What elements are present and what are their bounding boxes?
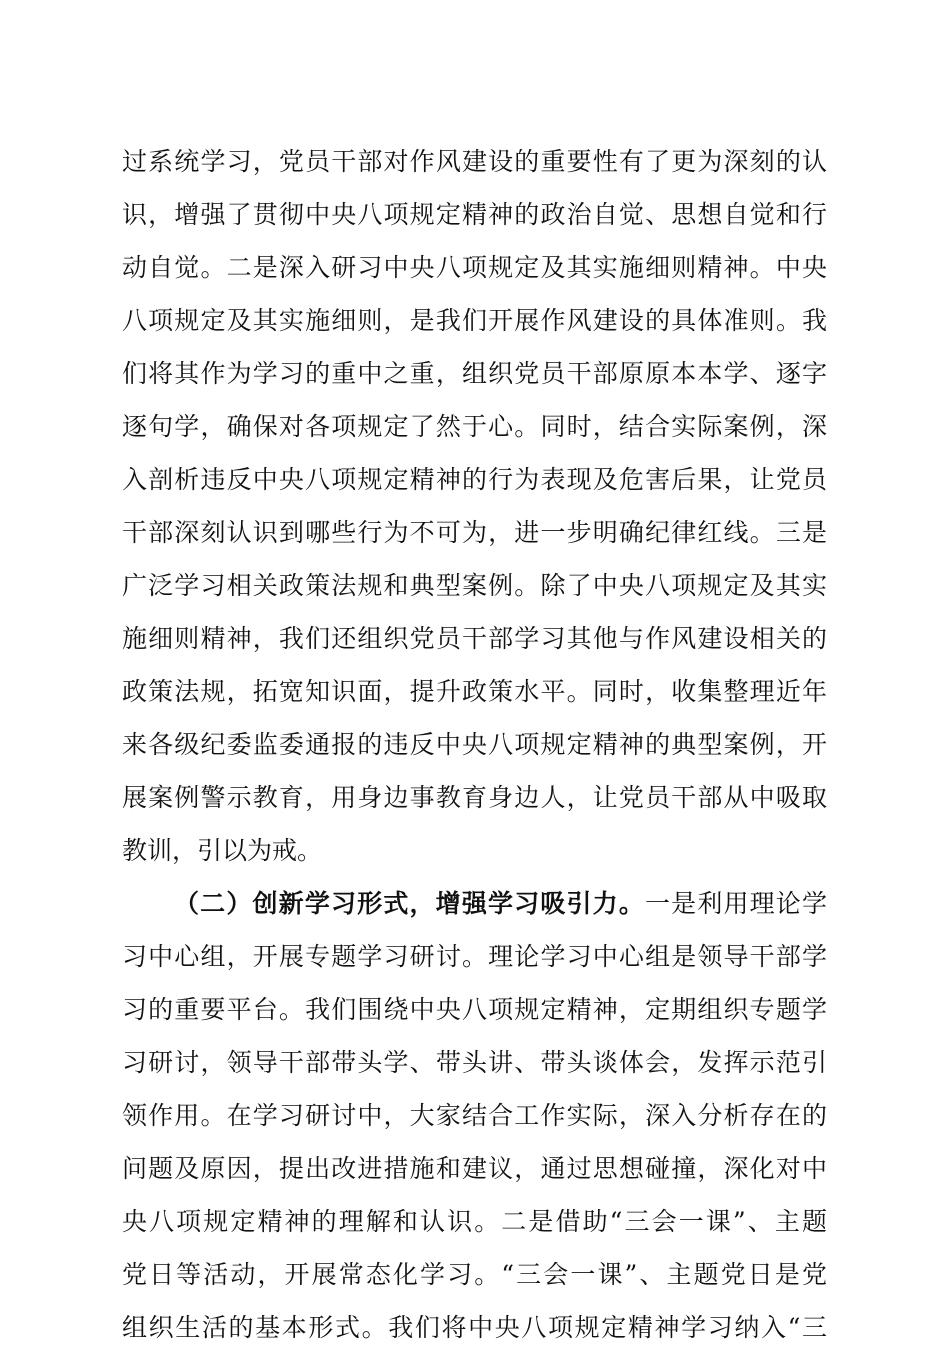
text-line: 党日等活动，开展常态化学习。“三会一课”、主题党日是党: [122, 1260, 827, 1289]
text-line: 八项规定及其实施细则，是我们开展作风建设的具体准则。我: [122, 306, 827, 335]
text-line: 问题及原因，提出改进措施和建议，通过思想碰撞，深化对中: [122, 1154, 827, 1183]
text-line: 政策法规，拓宽知识面，提升政策水平。同时，收集整理近年: [122, 677, 827, 706]
text-line: 入剖析违反中央八项规定精神的行为表现及危害后果，让党员: [122, 465, 827, 494]
section-heading-line: [122, 877, 827, 930]
text-line: 习中心组，开展专题学习研讨。理论学习中心组是领导干部学: [122, 942, 827, 971]
text-line: 来各级纪委监委通报的违反中央八项规定精神的典型案例，开: [122, 730, 827, 759]
text-line: 习研讨，领导干部带头学、带头讲、带头谈体会，发挥示范引: [122, 1048, 827, 1077]
text-line-paragraph-end: 教训，引以为戒。: [122, 836, 323, 865]
text-line: 过系统学习，党员干部对作风建设的重要性有了更为深刻的认: [122, 147, 827, 176]
text-line: 领作用。在学习研讨中，大家结合工作实际，深入分析存在的: [122, 1101, 827, 1130]
text-line: 展案例警示教育，用身边事教育身边人，让党员干部从中吸取: [122, 783, 827, 812]
text-line: 动自觉。二是深入研习中央八项规定及其实施细则精神。中央: [122, 253, 827, 282]
text-line: 组织生活的基本形式。我们将中央八项规定精神学习纳入“三: [122, 1313, 827, 1342]
section-heading: （二）创新学习形式，增强学习吸引力。: [174, 889, 645, 918]
text-line: 施细则精神，我们还组织党员干部学习其他与作风建设相关的: [122, 624, 827, 653]
text-line: 识，增强了贯彻中央八项规定精神的政治自觉、思想自觉和行: [122, 200, 827, 229]
text-line: 们将其作为学习的重中之重，组织党员干部原原本本学、逐字: [122, 359, 827, 388]
text-line: 干部深刻认识到哪些行为不可为，进一步明确纪律红线。三是: [122, 518, 827, 547]
text-line: 习的重要平台。我们围绕中央八项规定精神，定期组织专题学: [122, 995, 827, 1024]
heading-line-continuation: 一是利用理论学: [644, 889, 827, 918]
body-text: [122, 135, 827, 1354]
text-line: 逐句学，确保对各项规定了然于心。同时，结合实际案例，深: [122, 412, 827, 441]
text-line: 央八项规定精神的理解和认识。二是借助“三会一课”、主题: [122, 1207, 827, 1236]
text-line: 广泛学习相关政策法规和典型案例。除了中央八项规定及其实: [122, 571, 827, 600]
